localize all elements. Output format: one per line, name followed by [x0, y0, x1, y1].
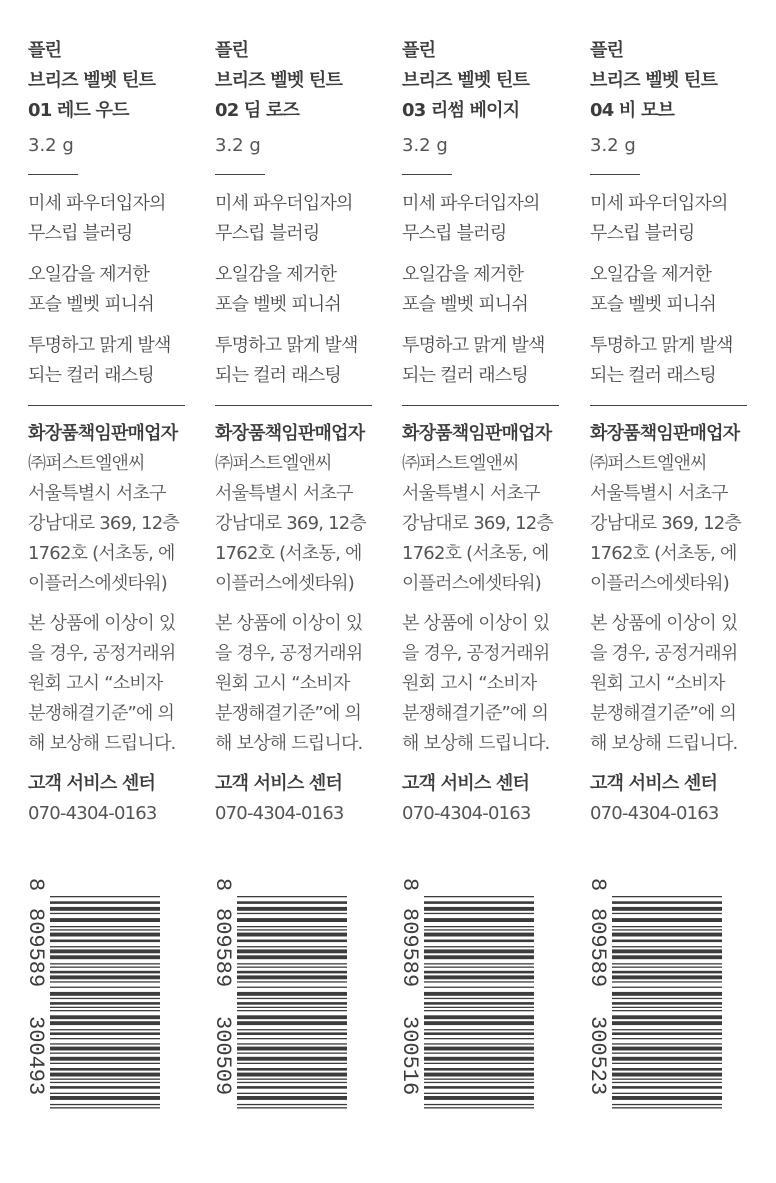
barcode-bar [612, 940, 722, 943]
barcode-bar [50, 901, 160, 904]
barcode-bar [237, 963, 347, 964]
long-divider [402, 405, 559, 406]
product-name: 브리즈 벨벳 틴트 [590, 70, 718, 91]
barcode-bar [237, 918, 347, 922]
barcode-bar [237, 946, 347, 947]
brand-name: 플린 [28, 40, 62, 61]
notice-line: 해 보상해 드립니다. [28, 733, 176, 754]
barcode-bar [50, 913, 160, 914]
barcode-bar [612, 1057, 722, 1061]
label-column-2 [215, 36, 375, 829]
net-weight: 3.2 g [28, 135, 74, 156]
feature-line: 포슬 벨벳 피니쉬 [590, 294, 716, 315]
barcode-bar [50, 929, 160, 930]
feature-line: 무스립 블러링 [28, 223, 133, 244]
barcode-bar [237, 1073, 347, 1077]
barcode-bar [612, 933, 722, 937]
barcode-bar [237, 975, 347, 979]
notice-line: 분쟁해결기준”에 의 [590, 703, 737, 724]
barcode-bar [424, 926, 534, 927]
barcode-bar [50, 1038, 160, 1039]
barcode-2 [210, 876, 353, 1116]
barcode-bar [424, 1068, 534, 1071]
barcode-bar [612, 1107, 722, 1108]
barcode-bar [50, 926, 160, 927]
feature-line: 포슬 벨벳 피니쉬 [402, 294, 528, 315]
barcode-bar [612, 1038, 722, 1039]
barcode-bar [237, 1021, 347, 1025]
barcode-bar [237, 1015, 347, 1019]
barcode-3 [397, 876, 540, 1116]
notice-line: 본 상품에 이상이 있 [590, 613, 738, 634]
barcode-lead-digit: 8 [23, 878, 48, 892]
barcode-bar [50, 1053, 160, 1054]
distributor-heading: 화장품책임판매업자 [590, 423, 740, 444]
barcode-bar [424, 918, 534, 922]
barcode-bar [424, 907, 534, 911]
barcode-bar [424, 1043, 534, 1044]
distributor-line: 서울특별시 서초구 [402, 483, 540, 504]
barcode-bar [612, 963, 722, 964]
barcode-bar [237, 1063, 347, 1064]
distributor-line: 이플러스에셋타워) [402, 573, 541, 594]
distributor-line: 서울특별시 서초구 [590, 483, 728, 504]
barcode-bar [424, 967, 534, 968]
service-phone: 070-4304-0163 [402, 803, 531, 824]
barcode-graphic [585, 876, 728, 1116]
feature-line: 미세 파우더입자의 [402, 193, 540, 214]
brand-name: 플린 [590, 40, 624, 61]
feature-line: 오일감을 제거한 [28, 264, 150, 285]
barcode-bar [237, 896, 347, 897]
barcode-lead-digit: 8 [585, 878, 610, 892]
barcode-bar [424, 992, 534, 996]
notice-line: 본 상품에 이상이 있 [215, 613, 363, 634]
barcode-bar [237, 926, 347, 927]
barcode-bar [612, 1032, 722, 1035]
net-weight: 3.2 g [402, 135, 448, 156]
barcode-bar [612, 1068, 722, 1071]
barcode-bar [612, 998, 722, 999]
barcode-bar [50, 981, 160, 982]
barcode-bar [237, 1010, 347, 1011]
distributor-heading: 화장품책임판매업자 [402, 423, 552, 444]
barcode-digits-group1: 809589 [210, 908, 235, 988]
label-column-4 [590, 36, 750, 829]
notice-line: 본 상품에 이상이 있 [402, 613, 550, 634]
product-name: 브리즈 벨벳 틴트 [215, 70, 343, 91]
distributor-line: ㈜퍼스트엘앤씨 [590, 453, 707, 474]
feature-line: 되는 컬러 래스팅 [402, 365, 528, 386]
barcode-bar [237, 1096, 347, 1100]
barcode-bar [424, 940, 534, 943]
barcode-bar [612, 975, 722, 979]
feature-line: 투명하고 맑게 발색 [28, 335, 171, 356]
barcode-bar [424, 1107, 534, 1108]
brand-name: 플린 [402, 40, 436, 61]
short-divider [402, 174, 452, 175]
barcode-bar [612, 1104, 722, 1105]
distributor-line: 강남대로 369, 12층 [590, 513, 741, 534]
barcode-bar [237, 907, 347, 911]
barcode-bar [612, 946, 722, 947]
barcode-bar [612, 1002, 722, 1005]
barcode-bar [237, 1093, 347, 1094]
net-weight: 3.2 g [590, 135, 636, 156]
feature-line: 오일감을 제거한 [402, 264, 524, 285]
barcode-bar [424, 1082, 534, 1083]
barcode-bar [424, 963, 534, 964]
barcode-bar [50, 987, 160, 988]
barcode-bar [50, 1082, 160, 1083]
barcode-digits-group2: 300523 [585, 1016, 610, 1096]
barcode-bar [612, 913, 722, 914]
barcode-bar [237, 1082, 347, 1083]
barcode-bar [424, 1079, 534, 1080]
notice-line: 원회 고시 “소비자 [28, 673, 163, 694]
service-heading: 고객 서비스 센터 [215, 773, 343, 794]
barcode-bar [612, 1086, 722, 1089]
distributor-line: ㈜퍼스트엘앤씨 [215, 453, 332, 474]
brand-name: 플린 [215, 40, 249, 61]
barcode-bar [237, 1029, 347, 1030]
barcode-bar [50, 1007, 160, 1008]
distributor-line: 강남대로 369, 12층 [215, 513, 366, 534]
distributor-line: 이플러스에셋타워) [215, 573, 354, 594]
distributor-line: ㈜퍼스트엘앤씨 [402, 453, 519, 474]
notice-line: 분쟁해결기준”에 의 [215, 703, 362, 724]
barcode-bar [612, 992, 722, 996]
notice-line: 분쟁해결기준”에 의 [402, 703, 549, 724]
barcode-bar [612, 1093, 722, 1094]
shade-name: 01 레드 우드 [28, 100, 129, 121]
barcode-bar [237, 992, 347, 996]
distributor-line: 1762호 (서초동, 에 [590, 543, 737, 564]
barcode-bar [424, 1007, 534, 1008]
barcode-bar [612, 896, 722, 897]
barcode-bar [237, 971, 347, 974]
long-divider [28, 405, 185, 406]
barcode-bar [424, 1021, 534, 1025]
barcode-bar [612, 955, 722, 959]
distributor-line: 서울특별시 서초구 [215, 483, 353, 504]
barcode-bar [612, 1073, 722, 1077]
barcode-bars [424, 896, 534, 1109]
barcode-bar [50, 949, 160, 953]
barcode-bar [237, 929, 347, 930]
service-phone: 070-4304-0163 [215, 803, 344, 824]
barcode-bar [50, 1002, 160, 1005]
short-divider [28, 174, 78, 175]
barcode-bar [237, 1104, 347, 1105]
barcode-graphic [397, 876, 540, 1116]
barcode-bars [50, 896, 160, 1109]
label-column-1 [28, 36, 188, 829]
barcode-graphic [23, 876, 166, 1116]
barcode-bar [50, 907, 160, 911]
barcode-bar [50, 940, 160, 943]
notice-line: 해 보상해 드립니다. [590, 733, 738, 754]
barcode-bar [424, 1073, 534, 1077]
feature-line: 포슬 벨벳 피니쉬 [215, 294, 341, 315]
barcode-bar [424, 929, 534, 930]
barcode-bar [50, 1029, 160, 1030]
barcode-bar [237, 987, 347, 988]
barcode-bar [50, 971, 160, 974]
barcode-bar [424, 1053, 534, 1054]
distributor-line: 1762호 (서초동, 에 [28, 543, 175, 564]
barcode-bar [50, 1104, 160, 1105]
feature-line: 무스립 블러링 [590, 223, 695, 244]
barcode-lead-digit: 8 [210, 878, 235, 892]
barcode-digits-group2: 300516 [397, 1016, 422, 1096]
barcode-bar [50, 967, 160, 968]
barcode-bar [50, 1010, 160, 1011]
barcode-bar [50, 1096, 160, 1100]
barcode-bar [50, 1047, 160, 1051]
barcode-bar [612, 1015, 722, 1019]
barcode-digits-group2: 300509 [210, 1016, 235, 1096]
barcode-bar [424, 955, 534, 959]
barcode-bar [237, 1057, 347, 1061]
barcode-bar [424, 1104, 534, 1105]
barcode-bar [237, 1107, 347, 1108]
barcode-digits-group1: 809589 [23, 908, 48, 988]
barcode-bar [612, 929, 722, 930]
barcode-bar [612, 1079, 722, 1080]
feature-line: 투명하고 맑게 발색 [215, 335, 358, 356]
barcode-bar [237, 1086, 347, 1089]
service-heading: 고객 서비스 센터 [590, 773, 718, 794]
barcode-bar [612, 1007, 722, 1008]
barcode-bar [50, 946, 160, 947]
barcode-bar [612, 1047, 722, 1051]
shade-name: 02 딤 로즈 [215, 100, 300, 121]
shade-name: 04 비 모브 [590, 100, 675, 121]
notice-line: 해 보상해 드립니다. [402, 733, 550, 754]
barcode-bar [424, 946, 534, 947]
feature-line: 무스립 블러링 [402, 223, 507, 244]
barcode-bar [50, 1073, 160, 1077]
barcode-bar [424, 1015, 534, 1019]
notice-line: 원회 고시 “소비자 [590, 673, 725, 694]
service-phone: 070-4304-0163 [590, 803, 719, 824]
barcode-bar [424, 1029, 534, 1030]
barcode-bar [612, 1063, 722, 1064]
product-name: 브리즈 벨벳 틴트 [28, 70, 156, 91]
net-weight: 3.2 g [215, 135, 261, 156]
barcode-bar [612, 971, 722, 974]
distributor-heading: 화장품책임판매업자 [28, 423, 178, 444]
barcode-bar [50, 975, 160, 979]
notice-line: 본 상품에 이상이 있 [28, 613, 176, 634]
barcode-bar [237, 955, 347, 959]
barcode-bar [424, 1032, 534, 1035]
distributor-line: ㈜퍼스트엘앤씨 [28, 453, 145, 474]
barcode-bar [50, 1057, 160, 1061]
notice-line: 을 경우, 공정거래위 [402, 643, 550, 664]
barcode-bar [50, 918, 160, 922]
barcode-digits-group1: 809589 [585, 908, 610, 988]
barcode-bar [50, 1015, 160, 1019]
notice-line: 원회 고시 “소비자 [215, 673, 350, 694]
barcode-bar [612, 918, 722, 922]
barcode-bar [424, 1057, 534, 1061]
notice-line: 원회 고시 “소비자 [402, 673, 537, 694]
barcode-bar [424, 971, 534, 974]
barcode-bar [237, 940, 347, 943]
barcode-bar [237, 1043, 347, 1044]
barcode-bar [50, 963, 160, 964]
distributor-line: 이플러스에셋타워) [28, 573, 167, 594]
feature-line: 되는 컬러 래스팅 [590, 365, 716, 386]
short-divider [215, 174, 265, 175]
barcode-bar [50, 1086, 160, 1089]
barcode-bar [424, 1093, 534, 1094]
barcode-bar [50, 955, 160, 959]
service-heading: 고객 서비스 센터 [28, 773, 156, 794]
barcode-bar [50, 1032, 160, 1035]
barcode-bar [424, 1063, 534, 1064]
barcode-bar [237, 1079, 347, 1080]
notice-line: 을 경우, 공정거래위 [215, 643, 363, 664]
barcode-bars [612, 896, 722, 1109]
barcode-bar [50, 1063, 160, 1064]
barcode-bar [612, 1021, 722, 1025]
distributor-line: 강남대로 369, 12층 [402, 513, 553, 534]
barcode-bar [50, 1093, 160, 1094]
barcode-bar [237, 998, 347, 999]
barcode-bar [50, 1107, 160, 1108]
barcode-bar [612, 1096, 722, 1100]
barcode-bar [424, 981, 534, 982]
service-phone: 070-4304-0163 [28, 803, 157, 824]
barcode-bar [424, 933, 534, 937]
feature-line: 포슬 벨벳 피니쉬 [28, 294, 154, 315]
barcode-bar [612, 1029, 722, 1030]
feature-line: 미세 파우더입자의 [28, 193, 166, 214]
barcode-bar [50, 998, 160, 999]
barcode-bar [424, 949, 534, 953]
distributor-line: 강남대로 369, 12층 [28, 513, 179, 534]
barcode-bar [237, 1053, 347, 1054]
barcode-bar [237, 1068, 347, 1071]
barcode-digits-group1: 809589 [397, 908, 422, 988]
long-divider [590, 405, 747, 406]
barcode-bar [612, 1053, 722, 1054]
notice-line: 을 경우, 공정거래위 [28, 643, 176, 664]
distributor-line: 1762호 (서초동, 에 [215, 543, 362, 564]
barcode-4 [585, 876, 728, 1116]
service-heading: 고객 서비스 센터 [402, 773, 530, 794]
barcode-bar [50, 992, 160, 996]
barcode-bar [50, 1043, 160, 1044]
feature-line: 오일감을 제거한 [590, 264, 712, 285]
barcode-bar [237, 981, 347, 982]
notice-line: 을 경우, 공정거래위 [590, 643, 738, 664]
barcode-bar [237, 1007, 347, 1008]
barcode-bar [424, 896, 534, 897]
feature-line: 투명하고 맑게 발색 [590, 335, 733, 356]
distributor-line: 1762호 (서초동, 에 [402, 543, 549, 564]
barcode-bars [237, 896, 347, 1109]
barcode-1 [23, 876, 166, 1116]
barcode-bar [50, 1079, 160, 1080]
feature-line: 미세 파우더입자의 [215, 193, 353, 214]
barcode-bar [50, 933, 160, 937]
barcode-bar [237, 901, 347, 904]
feature-line: 되는 컬러 래스팅 [215, 365, 341, 386]
feature-line: 미세 파우더입자의 [590, 193, 728, 214]
feature-line: 무스립 블러링 [215, 223, 320, 244]
barcode-bar [612, 949, 722, 953]
notice-line: 분쟁해결기준”에 의 [28, 703, 175, 724]
barcode-bar [424, 901, 534, 904]
barcode-bar [237, 1047, 347, 1051]
barcode-bar [424, 1010, 534, 1011]
barcode-graphic [210, 876, 353, 1116]
barcode-bar [237, 913, 347, 914]
barcode-bar [237, 949, 347, 953]
shade-name: 03 리썸 베이지 [402, 100, 520, 121]
notice-line: 해 보상해 드립니다. [215, 733, 363, 754]
barcode-bar [612, 1010, 722, 1011]
barcode-bar [237, 933, 347, 937]
barcode-digits-group2: 300493 [23, 1016, 48, 1096]
product-name: 브리즈 벨벳 틴트 [402, 70, 530, 91]
distributor-line: 이플러스에셋타워) [590, 573, 729, 594]
barcode-bar [612, 926, 722, 927]
barcode-bar [50, 896, 160, 897]
barcode-bar [424, 1002, 534, 1005]
barcode-bar [237, 1002, 347, 1005]
barcode-bar [424, 913, 534, 914]
barcode-bar [50, 1068, 160, 1071]
barcode-bar [424, 1038, 534, 1039]
barcode-lead-digit: 8 [397, 878, 422, 892]
barcode-bar [424, 1096, 534, 1100]
feature-line: 투명하고 맑게 발색 [402, 335, 545, 356]
barcode-bar [424, 1047, 534, 1051]
barcode-bar [612, 981, 722, 982]
feature-line: 오일감을 제거한 [215, 264, 337, 285]
barcode-bar [612, 1043, 722, 1044]
distributor-line: 서울특별시 서초구 [28, 483, 166, 504]
label-column-3 [402, 36, 562, 829]
short-divider [590, 174, 640, 175]
barcode-bar [424, 1086, 534, 1089]
barcode-bar [237, 1038, 347, 1039]
barcode-bar [612, 967, 722, 968]
barcode-bar [237, 1032, 347, 1035]
barcode-bar [612, 901, 722, 904]
barcode-bar [424, 987, 534, 988]
distributor-heading: 화장품책임판매업자 [215, 423, 365, 444]
barcode-bar [612, 907, 722, 911]
barcode-bar [612, 1082, 722, 1083]
barcode-bar [424, 975, 534, 979]
feature-line: 되는 컬러 래스팅 [28, 365, 154, 386]
barcode-bar [612, 987, 722, 988]
barcode-bar [237, 967, 347, 968]
barcode-bar [424, 998, 534, 999]
long-divider [215, 405, 372, 406]
barcode-bar [50, 1021, 160, 1025]
